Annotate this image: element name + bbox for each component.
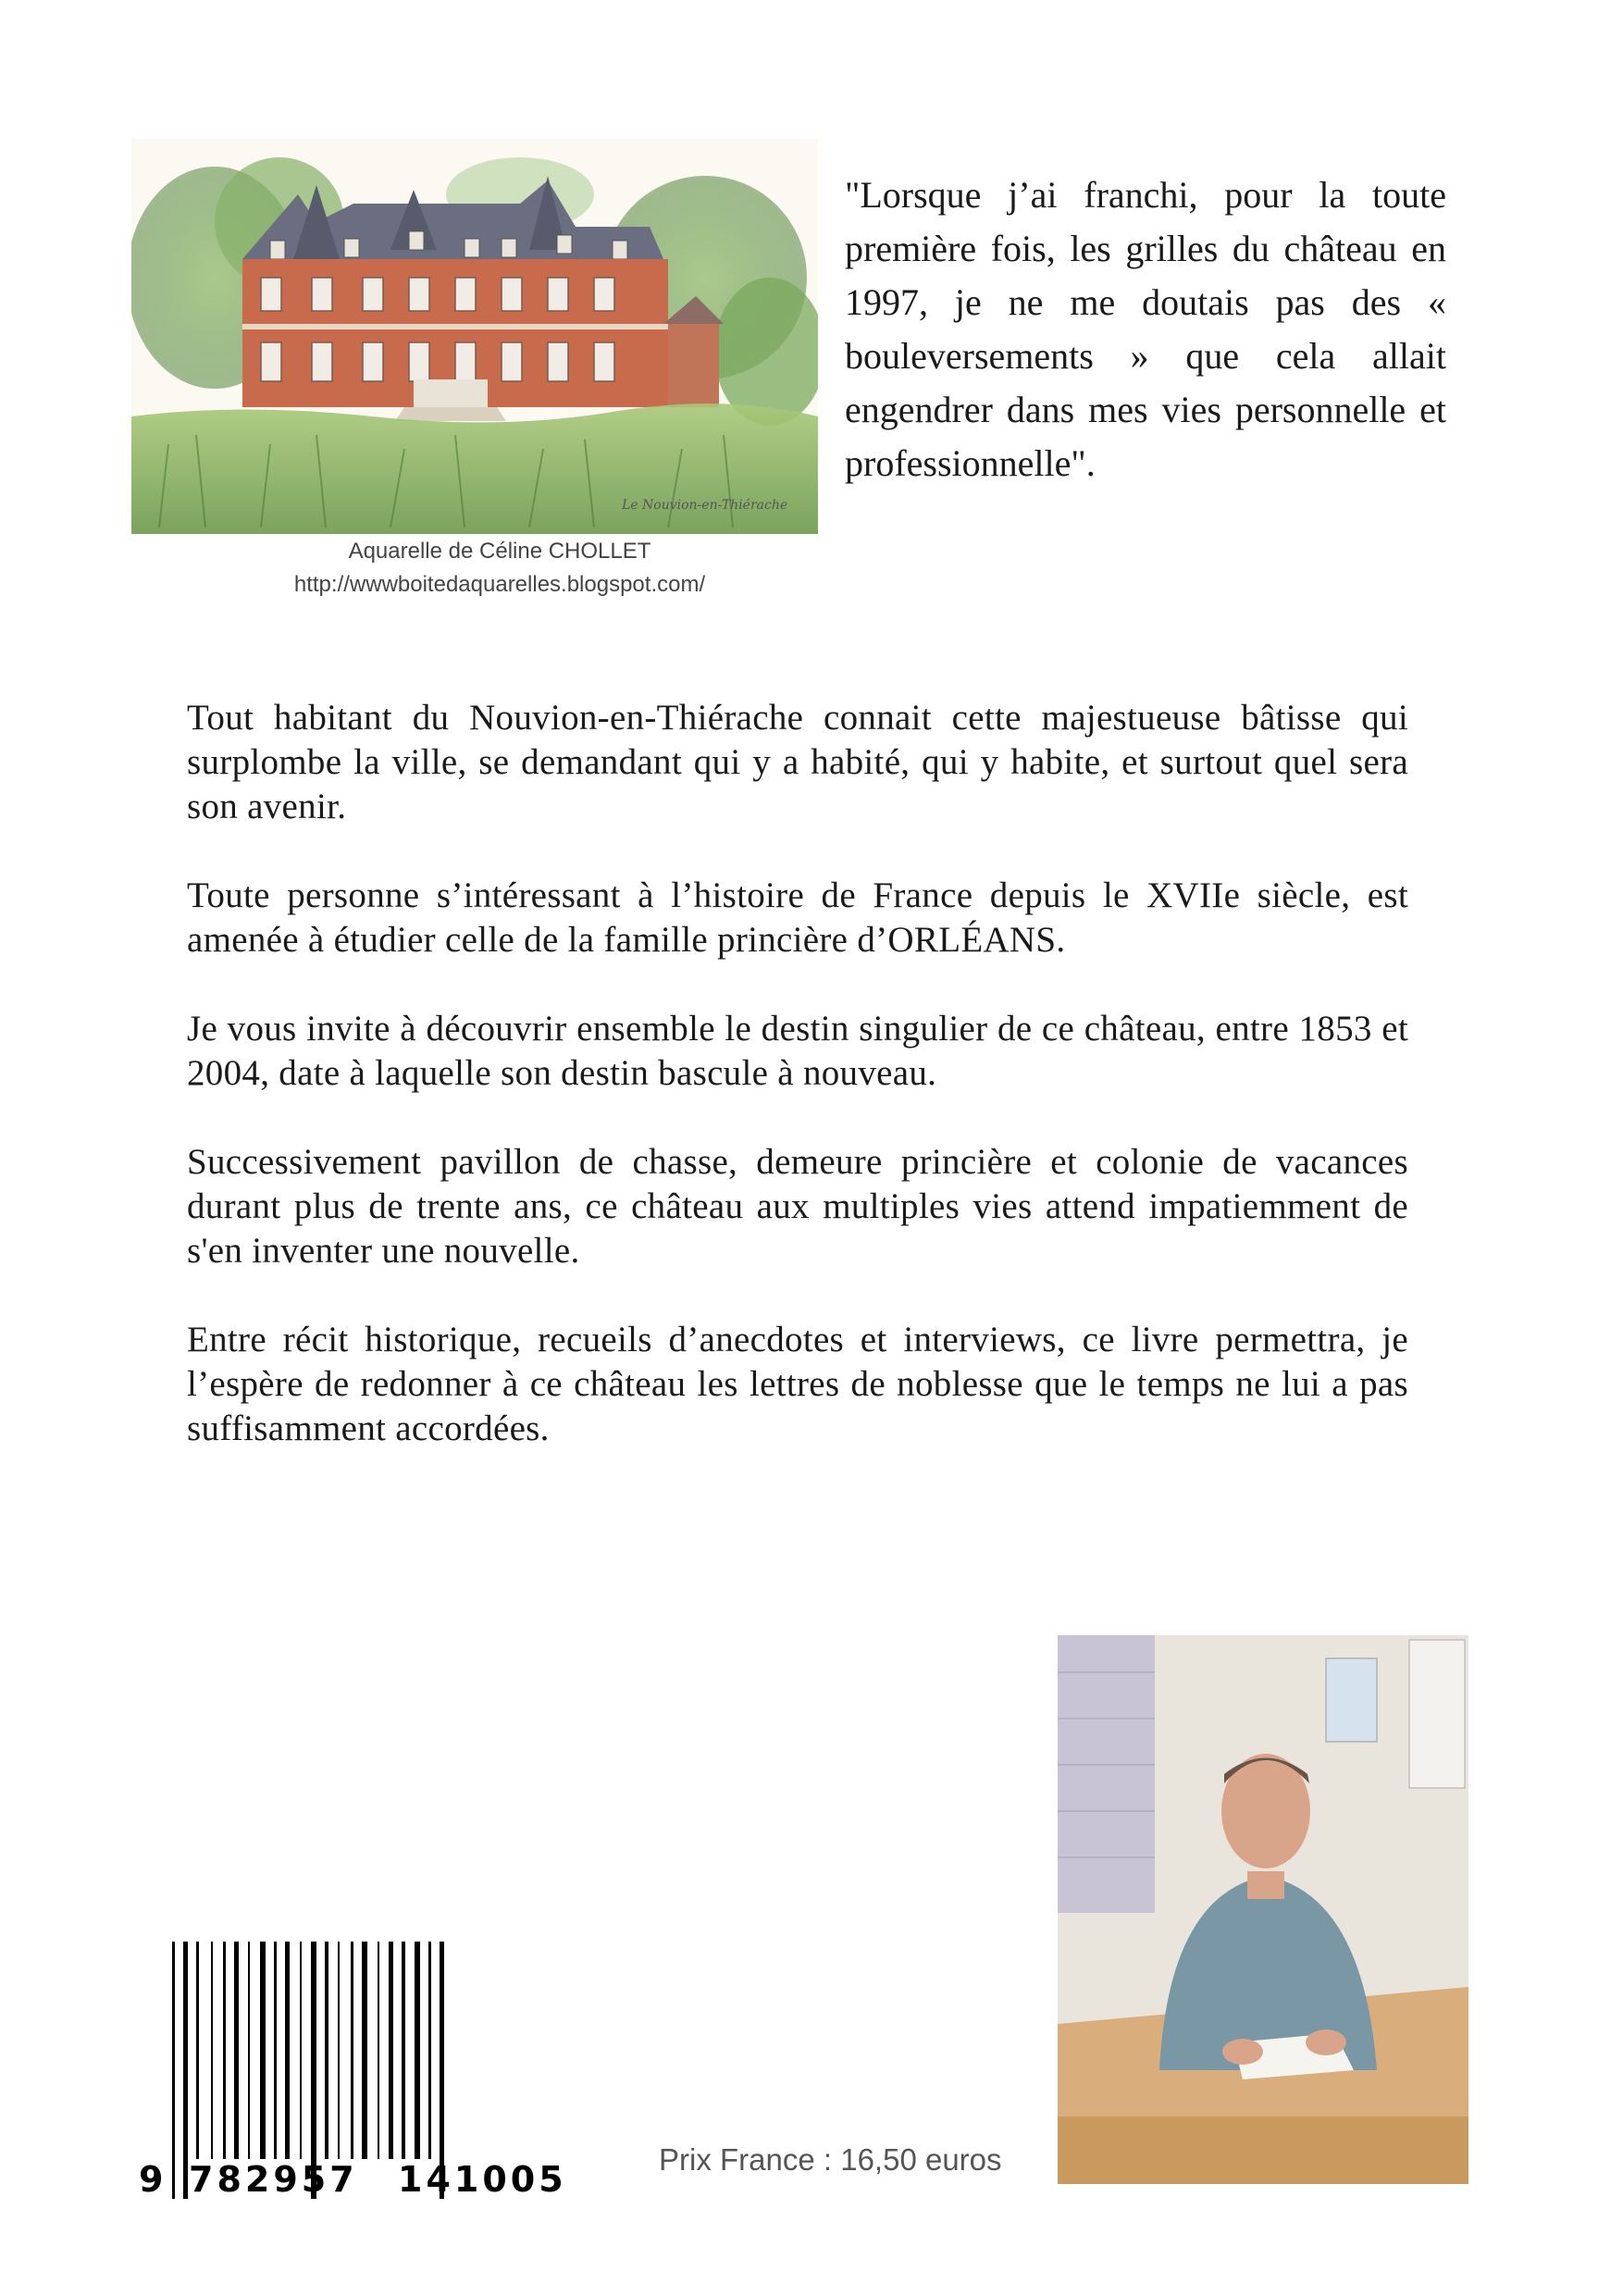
barcode-bar: [260, 1942, 266, 2159]
painting-caption: [231, 535, 768, 602]
author-photo: [1058, 1635, 1468, 2184]
barcode-bar: [351, 1942, 353, 2159]
barcode-bar: [196, 1942, 199, 2159]
barcode-first-digit: 9: [139, 2159, 164, 2199]
barcode-bar: [223, 1942, 226, 2159]
paragraph-5: Entre récit historique, recueils d’anecdotes et interviews, ce livre permettra, je l’espère de redonner à ce château les lettres de noblesse que le temps ne lui a pas suffisamment accordées.: [187, 1320, 1408, 1448]
barcode-bar: [402, 1942, 405, 2159]
price-label: Prix France : 16,50 euros: [659, 2142, 1002, 2177]
barcode-bar: [428, 1942, 431, 2159]
barcode-bar: [172, 1942, 175, 2199]
isbn-barcode: [137, 1942, 618, 2199]
author-quote: "Lorsque j’ai franchi, pour la toute première fois, les grilles du château en 1997, je ne me doutais pas des « bouleversements » que cela allait engendrer dans mes vies personnelle et professionnelle".: [845, 174, 1446, 484]
barcode-bar: [300, 1942, 302, 2159]
back-cover-text: [187, 696, 1408, 1496]
barcode-bar: [362, 1942, 367, 2159]
barcode-bar: [415, 1942, 420, 2159]
paragraph-4: Successivement pavillon de chasse, demeure princière et colonie de vacances durant plus de trente ans, ce château aux multiples vies attend impatiemment de s'en inventer une nouvelle.: [187, 1142, 1408, 1271]
barcode-bar: [285, 1942, 290, 2159]
paragraph-3: Je vous invite à découvrir ensemble le destin singulier de ce château, entre 1853 et 2004, date à laquelle son destin bascule à nouveau.: [187, 1009, 1408, 1093]
barcode-bar: [338, 1942, 340, 2159]
painting-signature: Le Nouvion-en-Thiérache: [622, 498, 788, 513]
caption-author: Aquarelle de Céline CHOLLET: [348, 539, 651, 564]
barcode-bar: [183, 1942, 188, 2199]
barcode-bar: [274, 1942, 277, 2159]
paragraph-2: Toute personne s’intéressant à l’histoire de France depuis le XVIIe siècle, est amenée à étudier celle de la famille princière d’ORLÉANS.: [187, 875, 1408, 960]
barcode-bar: [378, 1942, 379, 2159]
barcode-bar: [248, 1942, 250, 2159]
caption-url: http://wwwboitedaquarelles.blogspot.com/: [293, 572, 706, 597]
barcode-bar: [234, 1942, 239, 2159]
paragraph-1: Tout habitant du Nouvion-en-Thiérache connait cette majestueuse bâtisse qui surplombe la ville, se demandant qui y a habité, qui y habite, et surtout quel sera son avenir.: [187, 698, 1408, 826]
chateau-watercolor-image: [131, 139, 818, 534]
barcode-bar: [211, 1942, 213, 2159]
barcode-bar: [325, 1942, 328, 2159]
barcode-bar: [389, 1942, 393, 2159]
barcode-group-1: 782957: [189, 2159, 358, 2199]
barcode-group-2: 141005: [398, 2159, 567, 2199]
